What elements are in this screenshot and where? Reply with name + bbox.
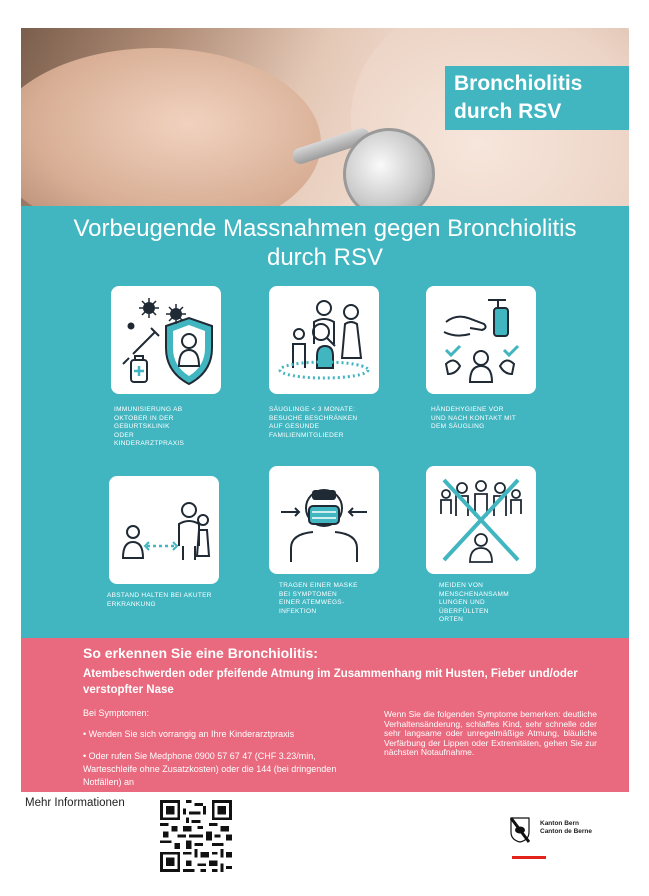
no-crowds-card	[426, 466, 536, 574]
visitors-icon	[269, 286, 379, 394]
if-symptoms-label: Bei Symptomen:	[83, 708, 150, 718]
hand-hygiene-card	[426, 286, 536, 394]
distance-icon	[109, 476, 219, 584]
mask-caption: TRAGEN EINER MASKE BEI SYMPTOMEN EINER ATEMWEGS- INFEKTION	[279, 582, 358, 615]
prevention-heading: Vorbeugende Massnahmen gegen Bronchiolitis durch RSV	[73, 215, 577, 271]
canton-name-fr: Canton de Berne	[540, 828, 593, 835]
medphone-bullet: • Oder rufen Sie Medphone 0900 57 67 47 (CHF 3.23/min, Warteschleife ohne Zusatzkosten) oder die 144 (bei dringenden Notfällen) an	[83, 751, 337, 787]
distance-card	[109, 476, 219, 584]
recognition-heading: So erkennen Sie eine Bronchiolitis:	[83, 645, 318, 661]
vaccination-card	[111, 286, 221, 394]
bern-coat-of-arms-icon	[510, 817, 530, 843]
poster-title-line1: Bronchiolitis	[454, 72, 583, 95]
hand-hygiene-icon	[426, 286, 536, 394]
canton-name-de: Kanton Bern	[540, 820, 579, 827]
recognition-section	[21, 638, 629, 792]
mask-icon	[269, 466, 379, 574]
poster-title	[445, 66, 629, 130]
visitors-caption: SÄUGLINGE < 3 MONATE: BESUCHE BESCHRÄNKEN AUF GESUNDE FAMILIENMITGLIEDER	[269, 406, 358, 439]
qr-code[interactable]	[160, 800, 232, 872]
more-info-label: Mehr Informationen	[25, 797, 125, 809]
no-crowds-icon	[426, 466, 536, 574]
hand-hygiene-caption: HÄNDEHYGIENE VOR UND NACH KONTAKT MIT DEM SÄUGLING	[431, 406, 517, 430]
canton-red-bar	[512, 856, 546, 859]
vaccination-caption: IMMUNISIERUNG AB OKTOBER IN DER GEBURTSKLINIK ODER KINDERARZTPRAXIS	[114, 406, 185, 447]
distance-caption: ABSTAND HALTEN BEI AKUTER ERKRANKUNG	[107, 592, 212, 608]
no-crowds-caption: MEIDEN VON MENSCHENANSAMM LUNGEN UND ÜBERFÜLLTEN ORTEN	[439, 582, 509, 623]
pediatrician-bullet: • Wenden Sie sich vorrangig an Ihre Kinderarztpraxis	[83, 729, 295, 739]
poster-title-line2: durch RSV	[454, 100, 562, 123]
emergency-text: Wenn Sie die folgenden Symptome bemerken: deutliche Verhaltensänderung, schlaffes Kind, sehr schnelle oder sehr langsame oder unregelmäßige Atmung, bläuliche Verfärbung der Lippen oder Extremitäten, gehen Sie zur nächsten Notaufnahme.	[384, 709, 597, 757]
symptoms-text: Atembeschwerden oder pfeifende Atmung im Zusammenhang mit Husten, Fieber und/oder verstopfter Nase	[83, 668, 578, 696]
vaccination-icon	[111, 286, 221, 394]
visitors-card	[269, 286, 379, 394]
mask-card	[269, 466, 379, 574]
prevention-section	[21, 206, 629, 638]
